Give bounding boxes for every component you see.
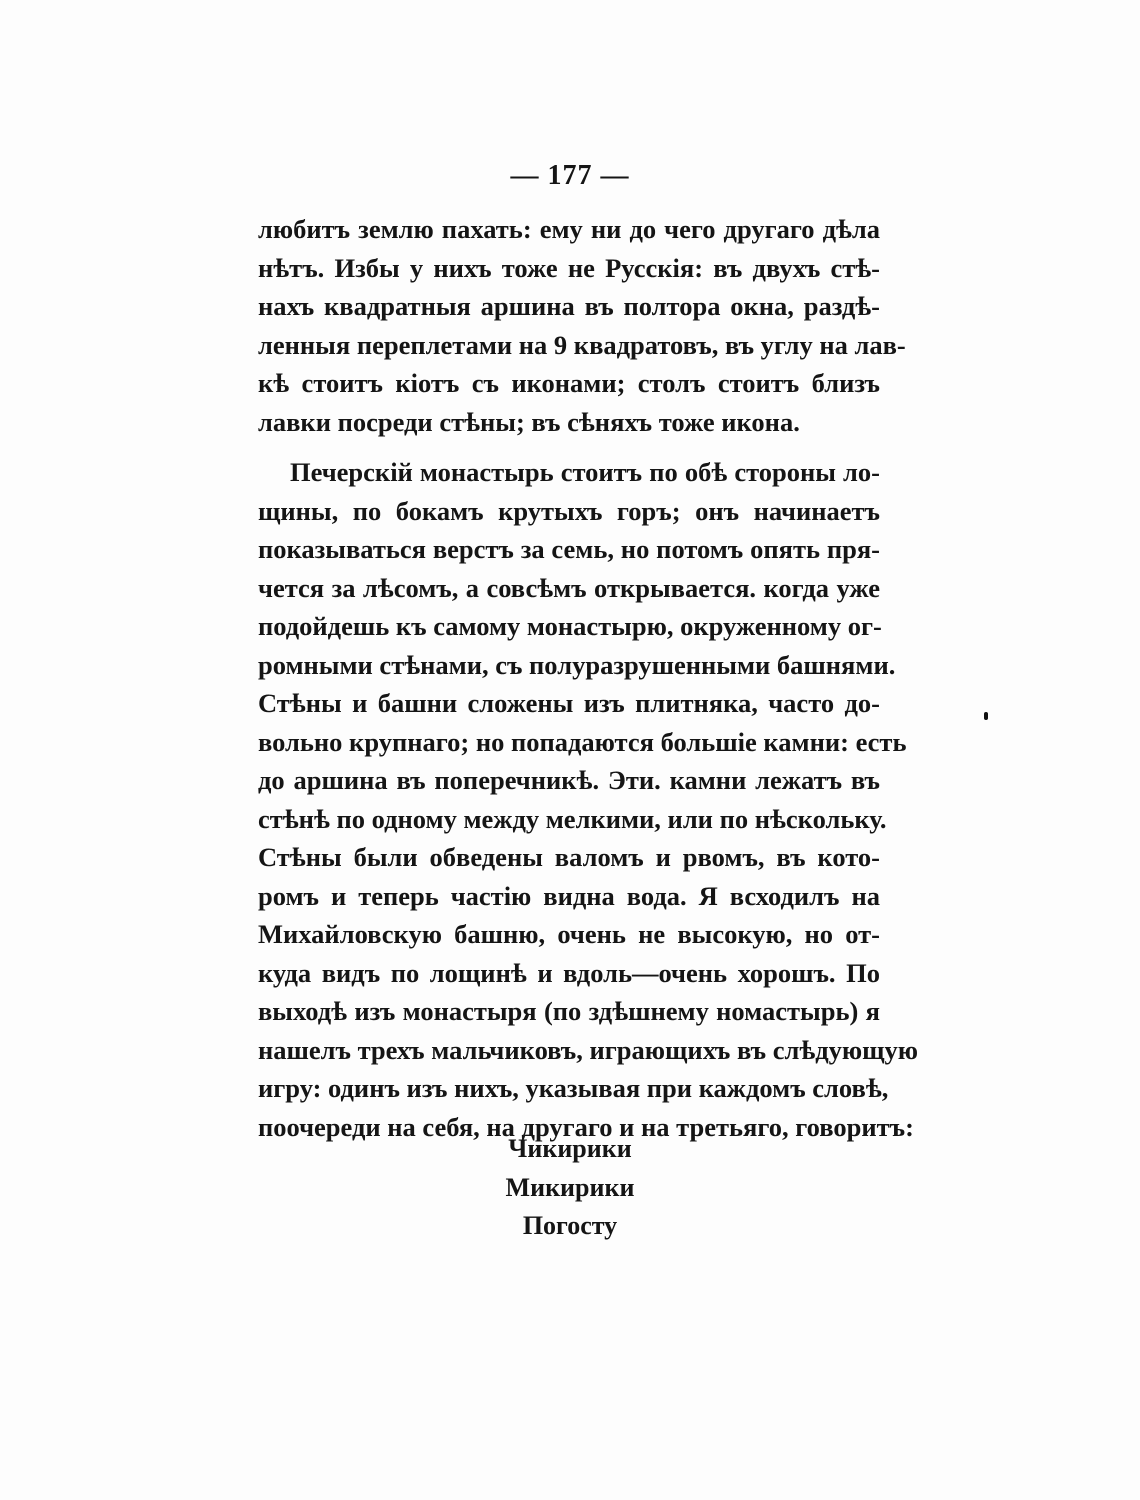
text-line: ленныя переплетами на 9 квадратовъ, въ углу на лав- bbox=[258, 329, 906, 360]
ink-speck bbox=[984, 712, 988, 720]
text-line: стѣнѣ по одному между мелкими, или по нѣскольку. bbox=[258, 803, 887, 834]
verse-block bbox=[0, 1130, 1140, 1246]
text-line: ромными стѣнами, съ полуразрушенными башнями. bbox=[258, 649, 896, 680]
text-line: Стѣны были обведены валомъ и рвомъ, въ кото- bbox=[258, 842, 880, 872]
text-line: показываться верстъ за семь, но потомъ опять пря- bbox=[258, 534, 880, 564]
text-line: до аршина въ поперечникѣ. Эти. камни лежатъ въ bbox=[258, 765, 880, 795]
text-line: кѣ стоитъ кіотъ съ иконами; столъ стоитъ близъ bbox=[258, 368, 880, 398]
body-text bbox=[258, 210, 919, 1146]
text-line: Михайловскую башню, очень не высокую, но от- bbox=[258, 919, 880, 949]
text-line: чется за лѣсомъ, а совсѣмъ открывается. когда уже bbox=[258, 572, 880, 603]
text-line: вольно крупнаго; но попадаются большіе камни: есть bbox=[258, 726, 907, 757]
text-line: нахъ квадратныя аршина въ полтора окна, раздѣ- bbox=[258, 291, 880, 321]
text-line: нѣтъ. Избы у нихъ тоже не Русскія: въ двухъ стѣ- bbox=[258, 252, 880, 283]
page-number: — 177 — bbox=[510, 160, 630, 191]
text-line: нашелъ трехъ мальчиковъ, играющихъ въ слѣдующую bbox=[258, 1034, 919, 1065]
text-line: подойдешь къ самому монастырю, окруженному ог- bbox=[258, 611, 882, 641]
text-line: куда видъ по лощинѣ и вдоль—очень хорошъ. По bbox=[258, 957, 880, 988]
text-line: Стѣны и башни сложены изъ плитняка, часто до- bbox=[258, 688, 880, 718]
verse-line: Погосту bbox=[522, 1211, 618, 1240]
text-line: щины, по бокамъ крутыхъ горъ; онъ начинаетъ bbox=[258, 495, 880, 526]
text-line: лавки посреди стѣны; въ сѣняхъ тоже икона. bbox=[258, 406, 800, 437]
text-line: игру: одинъ изъ нихъ, указывая при каждомъ словѣ, bbox=[258, 1073, 889, 1103]
verse-line: Чикирики bbox=[508, 1134, 632, 1163]
text-line: поочереди на себя, на другаго и на третьяго, говоритъ: bbox=[258, 1111, 914, 1142]
text-line: любитъ землю пахать: ему ни до чего другаго дѣла bbox=[258, 214, 880, 244]
text-line: Печерскій монастырь стоитъ по обѣ стороны ло- bbox=[290, 457, 880, 487]
text-line: ромъ и теперь частію видна вода. Я всходилъ на bbox=[258, 880, 880, 911]
text-line: выходѣ изъ монастыря (по здѣшнему номастырь) я bbox=[258, 996, 880, 1026]
verse-line: Микирики bbox=[505, 1172, 635, 1202]
